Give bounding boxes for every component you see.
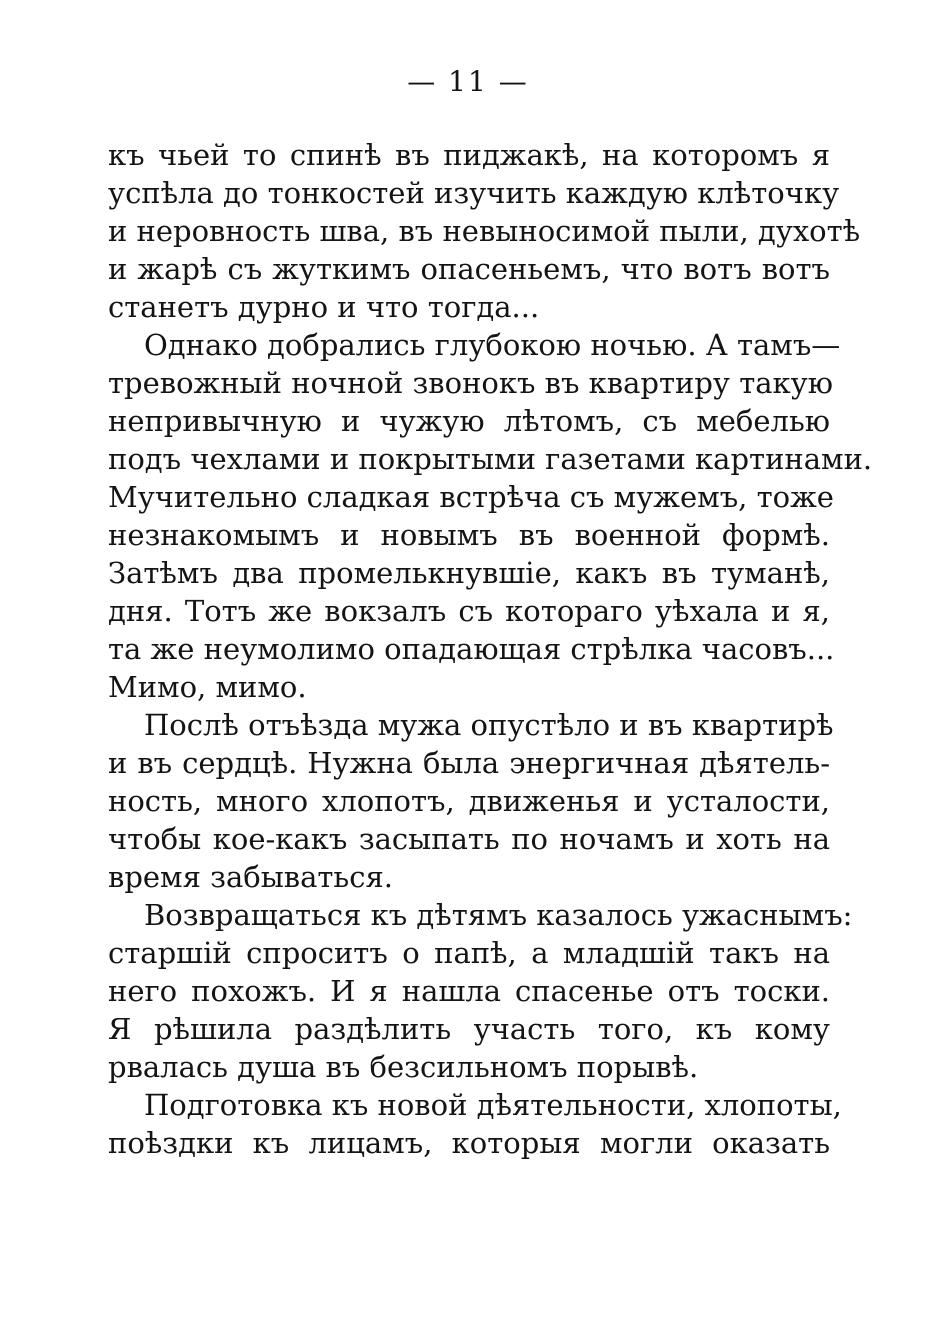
- text-line: та же неумолимо опадающая стрѣлка часовъ...: [108, 632, 835, 666]
- paragraph: [108, 896, 853, 1086]
- text-line: непривычную и чужую лѣтомъ, съ мебелью: [108, 404, 830, 438]
- text-line: Затѣмъ два промелькнувшіе, какъ въ туманѣ,: [108, 556, 830, 590]
- body-text: [108, 136, 873, 1162]
- text-line: Мучительно сладкая встрѣча съ мужемъ, тоже: [108, 480, 834, 514]
- text-line: него похожъ. И я нашла спасенье отъ тоски.: [108, 974, 830, 1008]
- text-line: чтобы кое-какъ засыпать по ночамъ и хоть на: [108, 822, 830, 856]
- text-line: время забываться.: [108, 860, 393, 894]
- paragraph: [108, 326, 873, 706]
- text-line: тревожный ночной звонокъ въ квартиру такую: [108, 366, 833, 400]
- text-line: рвалась душа въ безсильномъ порывѣ.: [108, 1050, 699, 1084]
- paragraph: [108, 136, 861, 326]
- text-line: поѣздки къ лицамъ, которыя могли оказать: [108, 1126, 830, 1160]
- paragraph: [108, 1086, 842, 1162]
- text-line: подъ чехлами и покрытыми газетами картинами.: [108, 442, 873, 476]
- text-line: незнакомымъ и новымъ въ военной формѣ.: [108, 518, 830, 552]
- text-line: Послѣ отъѣзда мужа опустѣло и въ квартирѣ: [144, 708, 834, 742]
- text-line: Я рѣшила раздѣлить участь того, къ кому: [108, 1012, 830, 1046]
- text-line: къ чьей то спинѣ въ пиджакѣ, на которомъ я: [108, 138, 830, 172]
- text-line: и неровность шва, въ невыносимой пыли, духотѣ: [108, 214, 861, 248]
- text-line: Возвращаться къ дѣтямъ казалось ужаснымъ:: [144, 898, 853, 932]
- text-line: и жарѣ съ жуткимъ опасеньемъ, что вотъ вотъ: [108, 252, 830, 286]
- text-line: и въ сердцѣ. Нужна была энергичная дѣятель-: [108, 746, 830, 780]
- text-line: Подготовка къ новой дѣятельности, хлопоты,: [144, 1088, 842, 1122]
- paragraph: [108, 706, 834, 896]
- text-line: Однако добрались глубокою ночью. А тамъ—: [144, 328, 841, 362]
- text-line: успѣла до тонкостей изучить каждую клѣточку: [108, 176, 840, 210]
- text-line: Мимо, мимо.: [108, 670, 307, 704]
- text-line: ность, много хлопотъ, движенья и усталости,: [108, 784, 830, 818]
- text-line: старшій спроситъ о папѣ, а младшій такъ на: [108, 936, 830, 970]
- page-number: — 11 —: [407, 65, 529, 98]
- text-line: станетъ дурно и что тогда...: [108, 290, 540, 324]
- text-line: дня. Тотъ же вокзалъ съ котораго уѣхала и я,: [108, 594, 830, 628]
